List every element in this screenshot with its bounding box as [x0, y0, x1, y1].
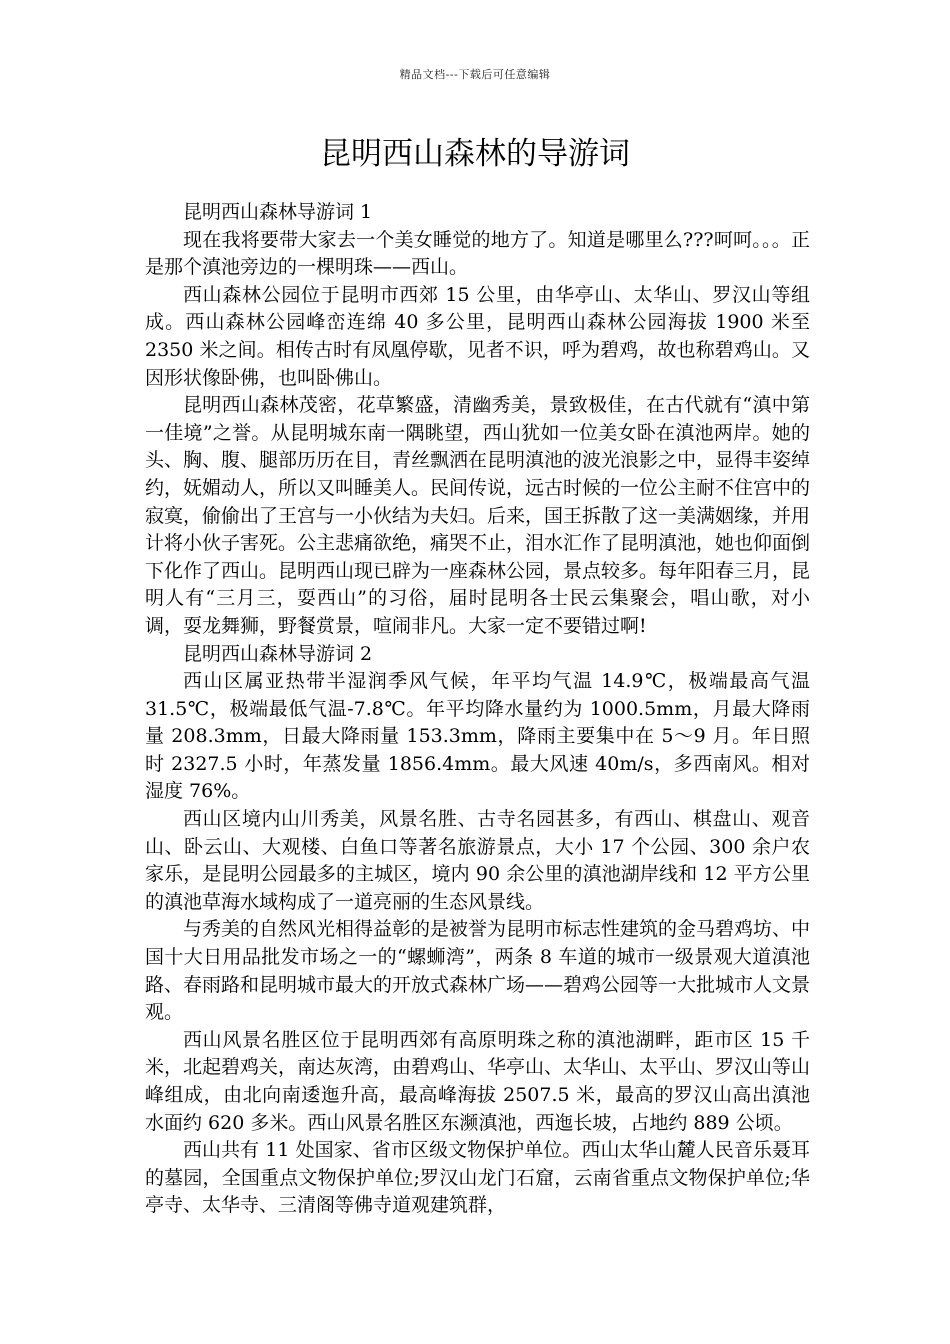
document-title: 昆明西山森林的导游词 — [320, 136, 630, 172]
paragraph-scenic-area: 西山风景名胜区位于昆明西郊有高原明珠之称的滇池湖畔，距市区 15 千米，北起碧鸡关，南达灰湾，由碧鸡山、华亭山、太华山、太平山、罗汉山等山峰组成，由北向南逶迤升高，最高峰海拔 2507.5 米，最高的罗汉山高出滇池水面约 620 多米。西山风景名胜区东濒滇池，西迤长坡，占地约 889 公顷。 — [145, 1028, 811, 1134]
paragraph-intro: 现在我将要带大家去一个美女睡觉的地方了。知道是哪里么???呵呵。。。正是那个滇池旁边的一棵明珠——西山。 — [145, 228, 810, 279]
paragraph-climate: 西山区属亚热带半湿润季风气候，年平均气温 14.9℃，极端最高气温 31.5℃，极端最低气温-7.8℃。年平均降水量约为 1000.5mm，月最大降雨量 208.3mm，日最大降雨量 153.3mm，降雨主要集中在 5～9 月。年日照时 2327.5 小时，年蒸发量 1856.4mm。最大风速 40m/s，多西南风。相对湿度 76%。 — [145, 670, 810, 803]
section-heading-2: 昆明西山森林导游词 2 — [183, 642, 373, 665]
paragraph-legend: 昆明西山森林茂密，花草繁盛，清幽秀美，景致极佳，在古代就有“滇中第一佳境”之誉。从昆明城东南一隅眺望，西山犹如一位美女卧在滇池两岸。她的头、胸、腹、腿部历历在目，青丝飘洒在昆明滇池的波光浪影之中，显得丰姿绰约，妩媚动人，所以又叫睡美人。民间传说，远古时候的一位公主耐不住宫中的寂寞，偷偷出了王宫与一小伙结为夫妇。后来，国王拆散了这一美满姻缘，并用计将小伙子害死。公主悲痛欲绝，痛哭不止，泪水汇作了昆明滇池，她也仰面倒下化作了西山。昆明西山现已辟为一座森林公园，景点较多。每年阳春三月，昆明人有“三月三，耍西山”的习俗，届时昆明各士民云集聚会，唱山歌，对小调，耍龙舞狮，野餐赏景，喧闹非凡。大家一定不要错过啊! — [145, 394, 811, 637]
header-note: 精品文档---下载后可任意编辑 — [399, 68, 551, 81]
paragraph-location: 西山森林公园位于昆明市西郊 15 公里，由华亭山、太华山、罗汉山等组成。西山森林公园峰峦连绵 40 多公里，昆明西山森林公园海拔 1900 米至 2350 米之间。相传古时有凤凰停歇，见者不识，呼为碧鸡，故也称碧鸡山。又因形状像卧佛，也叫卧佛山。 — [145, 283, 810, 389]
document-body — [145, 199, 810, 1220]
section-heading-1: 昆明西山森林导游词 1 — [183, 201, 373, 223]
paragraph-heritage: 西山共有 11 处国家、省市区级文物保护单位。西山太华山麓人民音乐聂耳的墓园，全国重点文物保护单位;罗汉山龙门石窟，云南省重点文物保护单位;华亭寺、太华寺、三清阁等佛寺道观建筑群， — [145, 1139, 810, 1217]
paragraph-landmarks: 与秀美的自然风光相得益彰的是被誉为昆明市标志性建筑的金马碧鸡坊、中国十大日用品批发市场之一的“螺蛳湾”，两条 8 车道的城市一级景观大道滇池路、春雨路和昆明城市最大的开放式森林广场——碧鸡公园等一大批城市人文景观。 — [145, 918, 811, 1024]
paragraph-scenery: 西山区境内山川秀美，风景名胜、古寺名园甚多，有西山、棋盘山、观音山、卧云山、大观楼、白鱼口等著名旅游景点，大小 17 个公园、300 余户农家乐，是昆明公园最多的主城区，境内 90 余公里的滇池湖岸线和 12 平方公里的滇池草海水域构成了一道亮丽的生态风景线。 — [145, 808, 810, 913]
